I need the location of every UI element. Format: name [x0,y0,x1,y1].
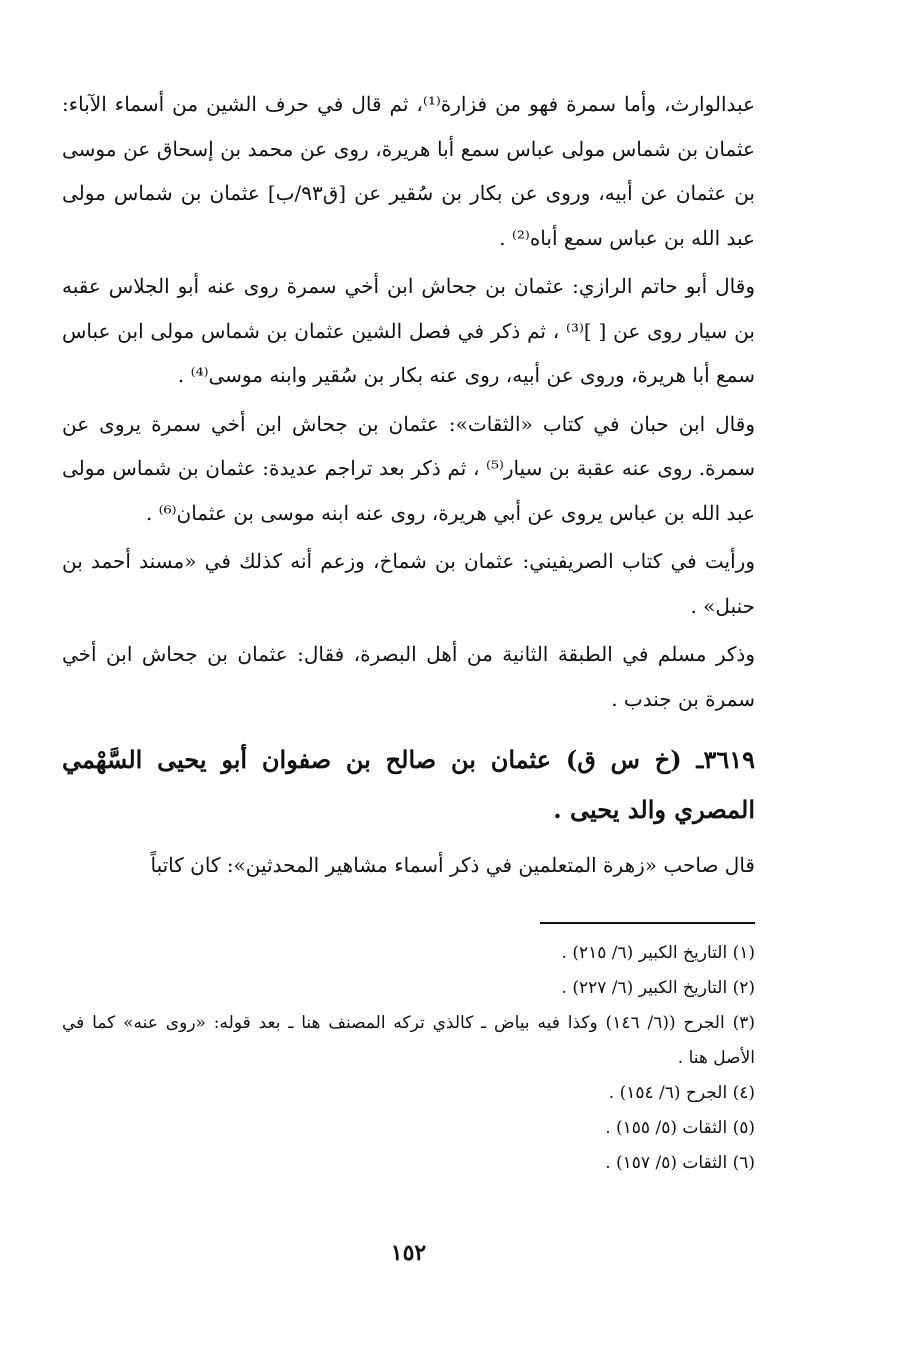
footnotes [62,936,755,1181]
page-number: ١٥٢ [390,1240,427,1266]
footnote-3: (٣) الجرح ((٦/ ١٤٦) وكذا فيه بياض ـ كالذي تركه المصنف هنا ـ بعد قوله: «روى عنه» كما في الأصل هنا . [62,1013,755,1068]
footnote-6: (٦) الثقات (٥/ ١٥٧) . [605,1153,755,1173]
main-text [62,82,755,888]
book-page [62,0,755,1362]
paragraph-1: عبدالوارث، وأما سمرة فهو من فزارة⁽¹⁾، ثم قال في حرف الشين من أسماء الآباء: عثمان بن شماس مولى عباس سمع أبا هريرة، روى عن محمد بن إسحاق عن موسى بن عثمان عن أبيه، وروى عن بكار بن سُقير عن [ق٩٣/ب] عثمان بن شماس مولى عبد الله بن عباس سمع أباه⁽²⁾ . [62,92,756,250]
paragraph-3: وقال ابن حبان في كتاب «الثقات»: عثمان بن جحاش ابن أخي سمرة يروى عن سمرة. روى عنه عقبة بن سيار⁽⁵⁾ ، ثم ذكر بعد تراجم عديدة: عثمان بن شماس مولى عبد الله بن عباس يروى عن أبي هريرة، روى عنه ابنه موسى بن عثمان⁽⁶⁾ . [62,411,755,525]
footnote-2: (٢) التاريخ الكبير (٦/ ٢٢٧) . [561,978,755,998]
entry-heading: ٣٦١٩ـ (خ س ق) عثمان بن صالح بن صفوان أبو يحيى السَّهْمي المصري والد يحيى . [62,745,755,824]
footnote-1: (١) التاريخ الكبير (٦/ ٢١٥) . [561,943,755,963]
paragraph-2: وقال أبو حاتم الرازي: عثمان بن جحاش ابن أخي سمرة روى عنه أبو الجلاس عقبه بن سيار روى عن [ ]⁽³⁾ ، ثم ذكر في فصل الشين عثمان بن شماس مولى ابن عباس سمع أبا هريرة، وروى عن أبيه، روى عنه بكار بن سُقير وابنه موسى⁽⁴⁾ . [62,274,756,387]
paragraph-5: وذكر مسلم في الطبقة الثانية من أهل البصرة، فقال: عثمان بن جحاش ابن أخي سمرة بن جندب . [62,642,755,711]
footnote-divider [540,922,755,924]
footnote-5: (٥) الثقات (٥/ ١٥٥) . [605,1118,755,1138]
paragraph-4: ورأيت في كتاب الصريفيني: عثمان بن شماخ، وزعم أنه كذلك في «مسند أحمد بن حنبل» . [62,549,755,618]
footnote-4: (٤) الجرح (٦/ ١٥٤) . [608,1083,755,1103]
entry-text: قال صاحب «زهرة المتعلمين في ذكر أسماء مشاهير المحدثين»: كان كاتباً [150,853,755,877]
